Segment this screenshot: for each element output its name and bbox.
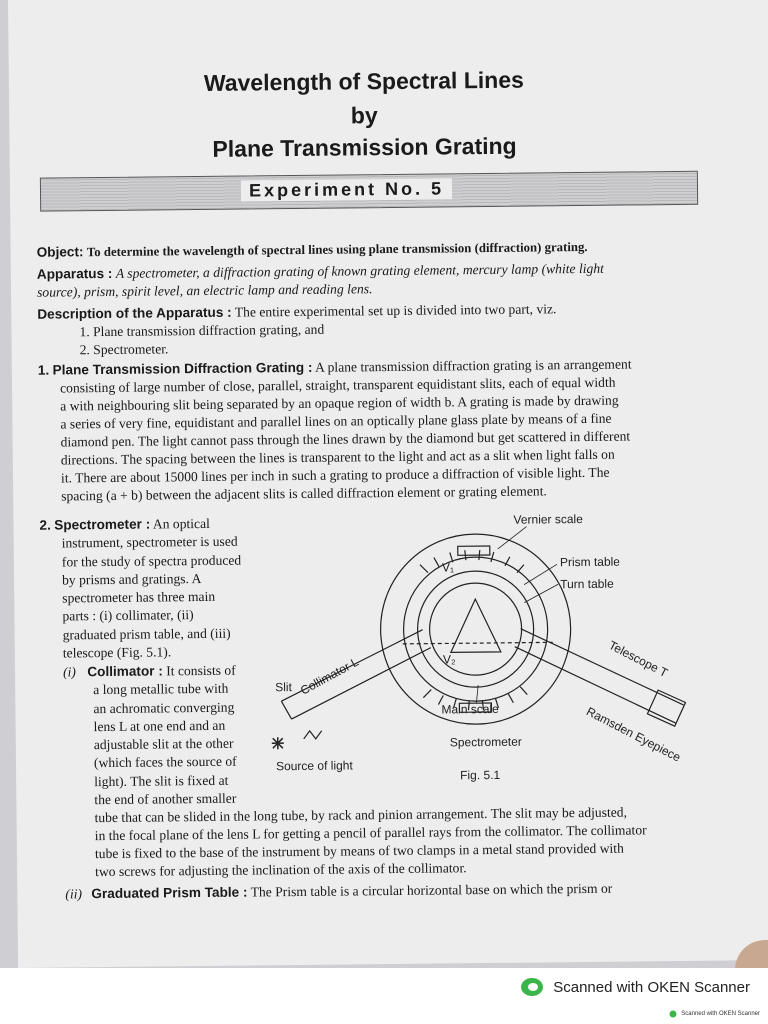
scanner-small-label: Scanned with OKEN Scanner	[681, 1011, 760, 1017]
description-paragraph	[37, 300, 557, 359]
scanner-small-watermark	[669, 1010, 760, 1018]
spectrometer-figure	[261, 505, 724, 800]
description-item-2: 2. Spectrometer.	[79, 341, 169, 358]
section-2-line-1: instrument, spectrometer is used	[61, 533, 238, 551]
collimator-line-0: It consists of	[166, 662, 236, 679]
document-page	[8, 0, 768, 968]
section-grating	[38, 355, 719, 506]
section-2-line-6: graduated prism table, and (iii)	[62, 625, 231, 643]
section-1-line-7: spacing (a + b) between the adjacent slits is called diffraction element or grating element.	[61, 483, 547, 504]
oken-logo-icon	[519, 976, 545, 998]
section-2-line-2: for the study of spectra produced	[61, 552, 242, 570]
section-1-line-3: a series of very fine, equidistant and parallel lines on an optically plane glass plate by means of a fine	[60, 410, 612, 432]
vernier-v1	[458, 546, 490, 555]
label-spectrometer: Spectrometer	[449, 734, 522, 750]
object-text: To determine the wavelength of spectral lines using plane transmission (diffraction) grating.	[86, 239, 588, 260]
vernier-circle	[403, 556, 549, 702]
section-1-line-0: A plane transmission diffraction grating is an arrangement	[315, 356, 632, 375]
section-1-line-5: directions. The spacing between the lines is transparent to the light and act as a slit when light falls on	[60, 446, 615, 468]
prism-table-number: (ii)	[65, 886, 83, 902]
description-text: The entire experimental set up is divided into two part, viz.	[234, 301, 557, 320]
description-label: Description of the Apparatus :	[37, 304, 232, 322]
label-telescope: Telescope T	[606, 637, 671, 681]
label-v1: V₁	[441, 560, 455, 575]
section-2-line-3: by prisms and gratings. A	[61, 570, 202, 588]
section-2-number: 2.	[39, 517, 51, 533]
leader-main-scale	[476, 685, 478, 703]
section-2-line-0: An optical	[152, 515, 210, 532]
title-line-2: by	[350, 102, 378, 129]
section-2-line-4: spectrometer has three main	[62, 589, 216, 606]
title-line-3: Plane Transmission Grating	[212, 132, 517, 162]
object-label: Object:	[36, 244, 84, 260]
collimator-line-2: an achromatic converging	[93, 699, 235, 716]
light-ray-centre	[403, 642, 553, 644]
label-vernier-scale: Vernier scale	[513, 512, 583, 527]
label-v2: V₂	[442, 652, 456, 667]
prism-table-paragraph	[65, 879, 725, 904]
label-prism-table: Prism table	[559, 554, 621, 570]
collimator-line-5: (which faces the source of	[93, 754, 237, 771]
label-ramsden: Ramsden Eyepiece	[584, 704, 683, 765]
experiment-label: Experiment No. 5	[241, 178, 452, 201]
label-collimator: Collimator L	[298, 654, 361, 698]
collimator-paragraph	[63, 661, 265, 809]
light-source-icon	[272, 737, 284, 749]
title-line-1: Wavelength of Spectral Lines	[203, 66, 524, 96]
oken-small-logo-icon	[669, 1010, 677, 1018]
label-source: Source of light	[275, 758, 353, 774]
collimator-full-line-2: tube is fixed to the base of the instrument by means of two clamps in a metal stand provided with	[94, 840, 624, 862]
scanner-label: Scanned with OKEN Scanner	[553, 978, 750, 996]
apparatus-label: Apparatus :	[36, 265, 113, 282]
apparatus-line-2: source), prism, spirit level, an electric lamp and reading lens.	[36, 281, 373, 300]
section-1-line-4: diamond pen. The light cannot pass through the lines drawn by the diamond but get scattered in different	[60, 428, 631, 450]
collimator-full-line-1: in the focal plane of the lens L for getting a pencil of parallel rays from the collimator. The collimator	[94, 822, 647, 844]
collimator-line-3: lens L at one end and an	[93, 717, 226, 735]
section-spectrometer	[39, 514, 263, 663]
leader-prism-table	[524, 564, 557, 584]
label-main-scale: Main scale	[441, 701, 499, 717]
collimator-line-4: adjustable slit at the other	[93, 735, 234, 753]
description-item-1: 1. Plane transmission diffraction grating, and	[79, 321, 325, 340]
section-1-heading: Plane Transmission Diffraction Grating :	[52, 359, 313, 378]
collimator-line-7: the end of another smaller	[94, 790, 237, 808]
apparatus-line-1: A spectrometer, a diffraction grating of known grating element, mercury lamp (white light	[115, 260, 604, 281]
collimator-full-line-3: two screws for adjusting the inclination of the axis of the collimator.	[95, 860, 467, 880]
section-1-line-1: consisting of large number of close, parallel, straight, transparent equidistant slits, each of equal width	[59, 374, 616, 396]
collimator-continuation	[94, 802, 735, 881]
scanner-watermark	[519, 976, 750, 998]
collimator-line-1: a long metallic tube with	[93, 681, 229, 698]
ramsden-eyepiece	[647, 690, 685, 726]
section-2-heading: Spectrometer :	[54, 516, 151, 533]
label-turn-table: Turn table	[560, 576, 614, 592]
section-1-line-2: a with neighbouring slit being separated by an opaque region of width b. A grating is made by drawing	[60, 392, 619, 414]
label-slit: Slit	[275, 680, 292, 695]
prism-table-heading: Graduated Prism Table :	[91, 884, 248, 902]
prism-table-text: The Prism table is a circular horizontal base on which the prism or	[250, 880, 613, 900]
main-scale-circle	[380, 533, 572, 725]
section-2-line-5: parts : (i) collimater, (ii)	[62, 607, 194, 624]
collimator-full-line-0: tube that can be slided in the long tube, by rack and pinion arrangement. The slit may be adjusted,	[94, 804, 628, 826]
figure-caption: Fig. 5.1	[460, 767, 501, 783]
section-1-number: 1.	[37, 362, 50, 378]
object-paragraph	[37, 238, 588, 262]
turn-table-circle	[417, 571, 534, 688]
experiment-banner	[40, 171, 698, 212]
collimator-slit-end	[281, 701, 291, 719]
collimator-heading: Collimator :	[87, 663, 163, 680]
collimator-line-6: light). The slit is fixed at	[94, 772, 229, 789]
section-1-line-6: it. There are about 15000 lines per inch in such a grating to produce a diffraction of visible light. The	[60, 464, 610, 486]
collimator-number: (i)	[62, 664, 76, 680]
apparatus-paragraph	[37, 260, 604, 302]
collimator-stand	[304, 731, 322, 739]
prism-shape	[450, 599, 501, 653]
section-2-line-7: telescope (Fig. 5.1).	[62, 644, 172, 661]
